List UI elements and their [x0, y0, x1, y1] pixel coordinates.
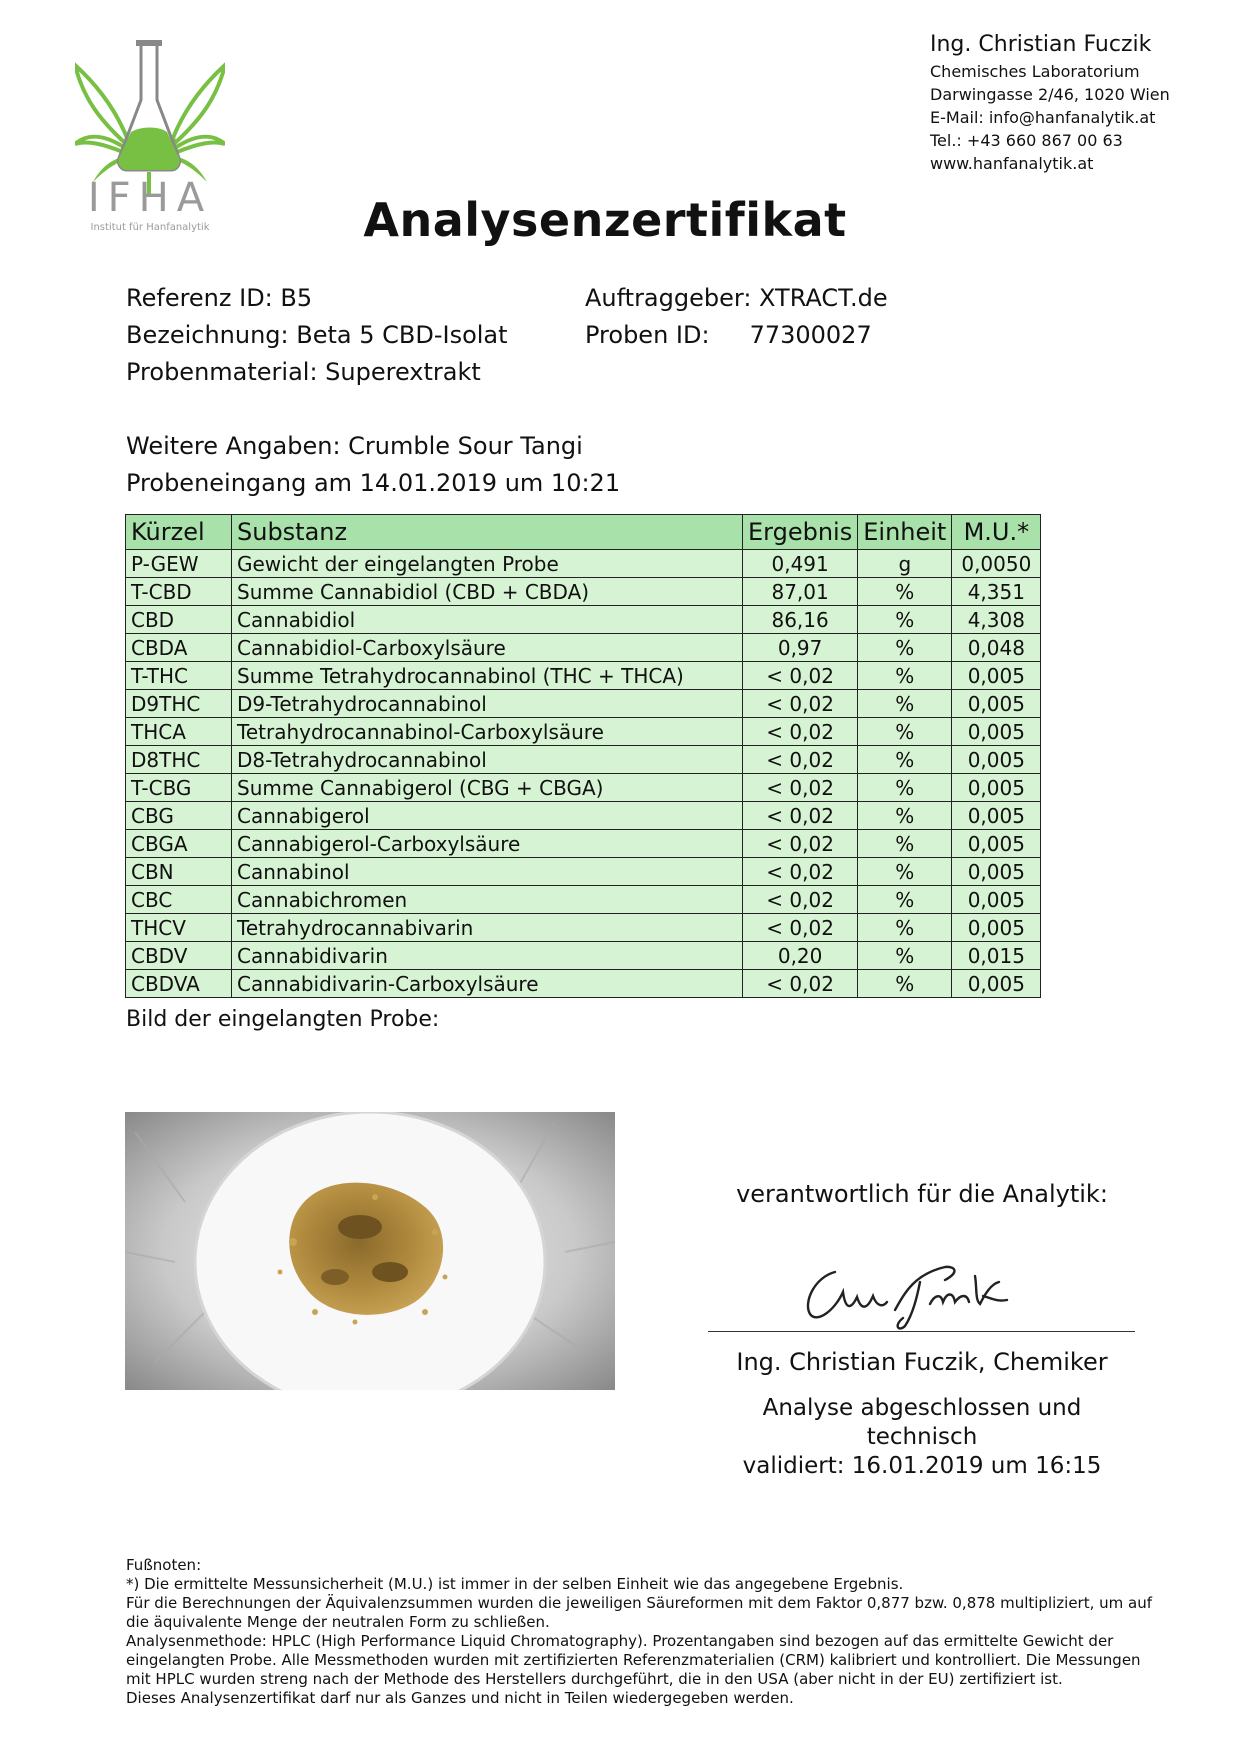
cell-mu: 0,005	[952, 886, 1041, 914]
cell-code: CBG	[126, 802, 232, 830]
cell-code: CBC	[126, 886, 232, 914]
cell-unit: %	[858, 914, 952, 942]
header-substance: Substanz	[232, 515, 743, 550]
cell-result: < 0,02	[743, 774, 858, 802]
cell-result: 0,491	[743, 550, 858, 578]
cell-unit: %	[858, 858, 952, 886]
cell-code: T-CBG	[126, 774, 232, 802]
footnotes	[126, 1556, 1156, 1708]
cell-mu: 0,005	[952, 662, 1041, 690]
lab-website: www.hanfanalytik.at	[930, 154, 1094, 173]
cell-mu: 0,005	[952, 858, 1041, 886]
lab-address: Darwingasse 2/46, 1020 Wien	[930, 85, 1170, 104]
cell-substance: Cannabidiol	[232, 606, 743, 634]
header-code: Kürzel	[126, 515, 232, 550]
cell-substance: Summe Cannabidiol (CBD + CBDA)	[232, 578, 743, 606]
cell-code: CBN	[126, 858, 232, 886]
additional-info: Weitere Angaben: Crumble Sour Tangi	[126, 432, 583, 460]
cell-substance: Gewicht der eingelangten Probe	[232, 550, 743, 578]
header-result: Ergebnis	[743, 515, 858, 550]
lab-phone: Tel.: +43 660 867 00 63	[930, 131, 1123, 150]
cell-unit: %	[858, 802, 952, 830]
cell-code: THCV	[126, 914, 232, 942]
header-mu: M.U.*	[952, 515, 1041, 550]
table-row	[126, 774, 1041, 802]
signer-name: Ing. Christian Fuczik, Chemiker	[736, 1348, 1108, 1376]
footnotes-heading: Fußnoten:	[126, 1556, 202, 1574]
cell-mu: 0,048	[952, 634, 1041, 662]
cell-result: 87,01	[743, 578, 858, 606]
cell-substance: Cannabigerol-Carboxylsäure	[232, 830, 743, 858]
cell-substance: Cannabichromen	[232, 886, 743, 914]
cell-unit: %	[858, 830, 952, 858]
table-row	[126, 858, 1041, 886]
table-row	[126, 718, 1041, 746]
sample-info-extra	[126, 428, 620, 502]
cell-code: CBDA	[126, 634, 232, 662]
cell-mu: 0,005	[952, 718, 1041, 746]
cell-code: T-CBD	[126, 578, 232, 606]
cell-code: P-GEW	[126, 550, 232, 578]
cell-code: THCA	[126, 718, 232, 746]
lab-subtitle: Chemisches Laboratorium	[930, 62, 1140, 81]
cell-code: T-THC	[126, 662, 232, 690]
cell-code: CBGA	[126, 830, 232, 858]
cell-unit: %	[858, 746, 952, 774]
table-row	[126, 970, 1041, 998]
table-row	[126, 662, 1041, 690]
cell-mu: 0,0050	[952, 550, 1041, 578]
cell-substance: Cannabidiol-Carboxylsäure	[232, 634, 743, 662]
cell-mu: 0,005	[952, 914, 1041, 942]
lab-name: Ing. Christian Fuczik	[930, 32, 1152, 57]
cell-mu: 0,005	[952, 774, 1041, 802]
cell-result: 0,97	[743, 634, 858, 662]
table-row	[126, 886, 1041, 914]
cell-unit: %	[858, 970, 952, 998]
client: Auftraggeber: XTRACT.de	[585, 284, 888, 312]
designation: Bezeichnung: Beta 5 CBD-Isolat	[126, 321, 508, 349]
sample-id-label: Proben ID:	[585, 321, 710, 349]
sample-material: Probenmaterial: Superextrakt	[126, 358, 481, 386]
signature	[795, 1252, 1025, 1332]
cell-mu: 4,351	[952, 578, 1041, 606]
footnote-line: *) Die ermittelte Messunsicherheit (M.U.) ist immer in der selben Einheit wie das angegebene Ergebnis.	[126, 1575, 904, 1593]
table-row	[126, 746, 1041, 774]
cell-result: < 0,02	[743, 970, 858, 998]
cell-mu: 0,005	[952, 690, 1041, 718]
cell-unit: %	[858, 886, 952, 914]
cell-result: 0,20	[743, 942, 858, 970]
signature-line	[708, 1331, 1135, 1332]
table-row	[126, 914, 1041, 942]
cell-substance: Cannabinol	[232, 858, 743, 886]
cell-substance: Summe Cannabigerol (CBG + CBGA)	[232, 774, 743, 802]
sample-id	[585, 317, 888, 354]
sample-info-right	[585, 280, 888, 354]
table-row	[126, 942, 1041, 970]
cell-unit: %	[858, 774, 952, 802]
reference-id: Referenz ID: B5	[126, 284, 313, 312]
cell-substance: Cannabidivarin-Carboxylsäure	[232, 970, 743, 998]
cell-code: D9THC	[126, 690, 232, 718]
cell-mu: 0,005	[952, 746, 1041, 774]
cell-result: < 0,02	[743, 858, 858, 886]
cell-substance: Summe Tetrahydrocannabinol (THC + THCA)	[232, 662, 743, 690]
cell-unit: %	[858, 634, 952, 662]
footnote-line: Für die Berechnungen der Äquivalenzsummen wurden die jeweiligen Säureformen mit dem Faktor 0,877 bzw. 0,878 multipliziert, um auf die äquivalente Menge der neutralen Form zu schließen.	[126, 1594, 1152, 1631]
cell-substance: Cannabidivarin	[232, 942, 743, 970]
lab-address-block	[930, 30, 1230, 175]
cell-code: D8THC	[126, 746, 232, 774]
cell-unit: %	[858, 606, 952, 634]
cell-result: < 0,02	[743, 746, 858, 774]
footnote-line: Analysenmethode: HPLC (High Performance Liquid Chromatography). Prozentangaben sind bezogen auf das ermittelte Gewicht der eingelangten Probe. Alle Messmethoden wurden mit zertifizierten Referenzmaterialien (CRM) kalibriert und kontrolliert. Die Messungen mit HPLC wurden streng nach der Methode des Herstellers durchgeführt, die in den USA (aber nicht in der EU) zertifiziert ist.	[126, 1632, 1141, 1688]
cell-unit: %	[858, 578, 952, 606]
cell-result: 86,16	[743, 606, 858, 634]
sample-info-left	[126, 280, 508, 391]
cell-unit: g	[858, 550, 952, 578]
results-table	[125, 514, 1041, 998]
cell-mu: 0,005	[952, 802, 1041, 830]
validation-note	[707, 1394, 1137, 1481]
table-row	[126, 690, 1041, 718]
cell-substance: Tetrahydrocannabinol-Carboxylsäure	[232, 718, 743, 746]
cell-result: < 0,02	[743, 662, 858, 690]
cell-unit: %	[858, 942, 952, 970]
cell-result: < 0,02	[743, 914, 858, 942]
table-row	[126, 550, 1041, 578]
header-unit: Einheit	[858, 515, 952, 550]
brand-tagline: Institut für Hanfanalytik	[90, 222, 210, 233]
cell-unit: %	[858, 690, 952, 718]
table-row	[126, 802, 1041, 830]
cell-code: CBDVA	[126, 970, 232, 998]
validation-line-1: Analyse abgeschlossen und technisch	[762, 1395, 1082, 1450]
cell-substance: Cannabigerol	[232, 802, 743, 830]
cell-result: < 0,02	[743, 830, 858, 858]
table-row	[126, 578, 1041, 606]
cell-mu: 0,005	[952, 830, 1041, 858]
cell-code: CBD	[126, 606, 232, 634]
cell-result: < 0,02	[743, 690, 858, 718]
responsible-label: verantwortlich für die Analytik:	[736, 1180, 1108, 1208]
table-header-row	[126, 515, 1041, 550]
page-title: Analysenzertifikat	[363, 193, 847, 247]
brand-name: IFHA	[87, 175, 213, 221]
cell-substance: D8-Tetrahydrocannabinol	[232, 746, 743, 774]
cell-unit: %	[858, 718, 952, 746]
table-row	[126, 830, 1041, 858]
cell-substance: D9-Tetrahydrocannabinol	[232, 690, 743, 718]
cell-unit: %	[858, 662, 952, 690]
sample-received: Probeneingang am 14.01.2019 um 10:21	[126, 469, 621, 497]
sample-id-value: 77300027	[749, 321, 872, 349]
cell-result: < 0,02	[743, 802, 858, 830]
validation-line-2: validiert: 16.01.2019 um 16:15	[742, 1453, 1102, 1479]
footnote-line: Dieses Analysenzertifikat darf nur als Ganzes und nicht in Teilen wiedergegeben werden.	[126, 1689, 794, 1707]
cell-substance: Tetrahydrocannabivarin	[232, 914, 743, 942]
sample-photo	[125, 1112, 615, 1390]
cell-mu: 4,308	[952, 606, 1041, 634]
table-row	[126, 606, 1041, 634]
cell-result: < 0,02	[743, 886, 858, 914]
table-row	[126, 634, 1041, 662]
cell-mu: 0,015	[952, 942, 1041, 970]
lab-email: E-Mail: info@hanfanalytik.at	[930, 108, 1156, 127]
cell-result: < 0,02	[743, 718, 858, 746]
cell-mu: 0,005	[952, 970, 1041, 998]
cell-code: CBDV	[126, 942, 232, 970]
sample-image-label: Bild der eingelangten Probe:	[126, 1007, 440, 1032]
